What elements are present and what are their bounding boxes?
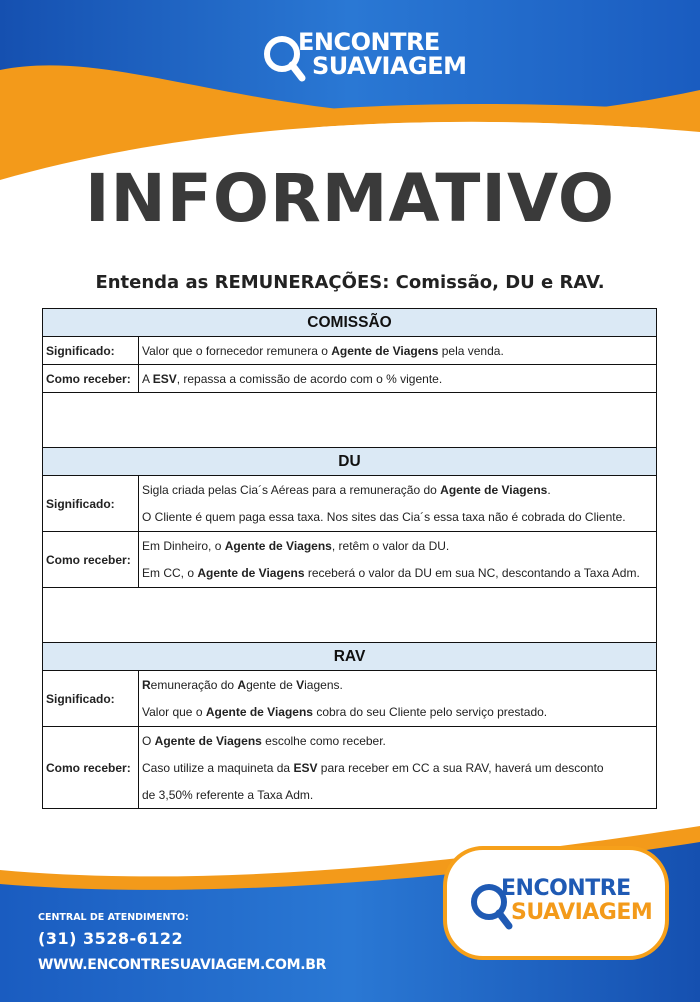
table-row [43, 365, 657, 393]
table-row [43, 671, 657, 727]
table-row [43, 532, 657, 588]
row-value: A ESV, repassa a comissão de acordo com o % vigente. [139, 365, 657, 393]
phone-number: (31) 3528-6122 [38, 929, 184, 948]
row-label: Como receber: [43, 727, 139, 809]
row-label: Significado: [43, 476, 139, 532]
logo-line1: ENCONTRE [298, 28, 440, 56]
logo-bottom [443, 846, 669, 960]
section-header-du: DU [43, 448, 657, 476]
logo-top [262, 28, 467, 84]
page-subtitle: Entenda as REMUNERAÇÕES: Comissão, DU e RAV. [95, 272, 605, 293]
row-value: Sigla criada pelas Cia´s Aéreas para a remuneração do Agente de Viagens. O Cliente é quem paga essa taxa. Nos sites das Cia´s essa taxa não é cobrada do Cliente. [139, 476, 657, 532]
row-label: Como receber: [43, 365, 139, 393]
table-row [43, 727, 657, 809]
row-value: O Agente de Viagens escolhe como receber. Caso utilize a maquineta da ESV para receber em CC a sua RAV, haverá um desconto de 3,50% referente a Taxa Adm. [139, 727, 657, 809]
table-row [43, 476, 657, 532]
table-row [43, 337, 657, 365]
empty-row [43, 393, 657, 448]
section-header-rav: RAV [43, 643, 657, 671]
row-label: Significado: [43, 337, 139, 365]
logo-line2: SUAVIAGEM [511, 900, 653, 925]
row-value: Valor que o fornecedor remunera o Agente de Viagens pela venda. [139, 337, 657, 365]
row-label: Significado: [43, 671, 139, 727]
section-header-comissao: COMISSÃO [43, 309, 657, 337]
central-label: CENTRAL DE ATENDIMENTO: [38, 912, 189, 923]
row-label: Como receber: [43, 532, 139, 588]
website-url[interactable]: WWW.ENCONTRESUAVIAGEM.COM.BR [38, 957, 327, 973]
row-value: Remuneração do Agente de Viagens. Valor que o Agente de Viagens cobra do seu Cliente pelo serviço prestado. [139, 671, 657, 727]
logo-line1: ENCONTRE [501, 876, 631, 901]
empty-row [43, 588, 657, 643]
info-table [42, 308, 657, 809]
page-title: INFORMATIVO [84, 160, 616, 237]
row-value: Em Dinheiro, o Agente de Viagens, retêm o valor da DU. Em CC, o Agente de Viagens receberá o valor da DU em sua NC, descontando a Taxa Adm. [139, 532, 657, 588]
logo-line2: SUAVIAGEM [312, 52, 467, 80]
